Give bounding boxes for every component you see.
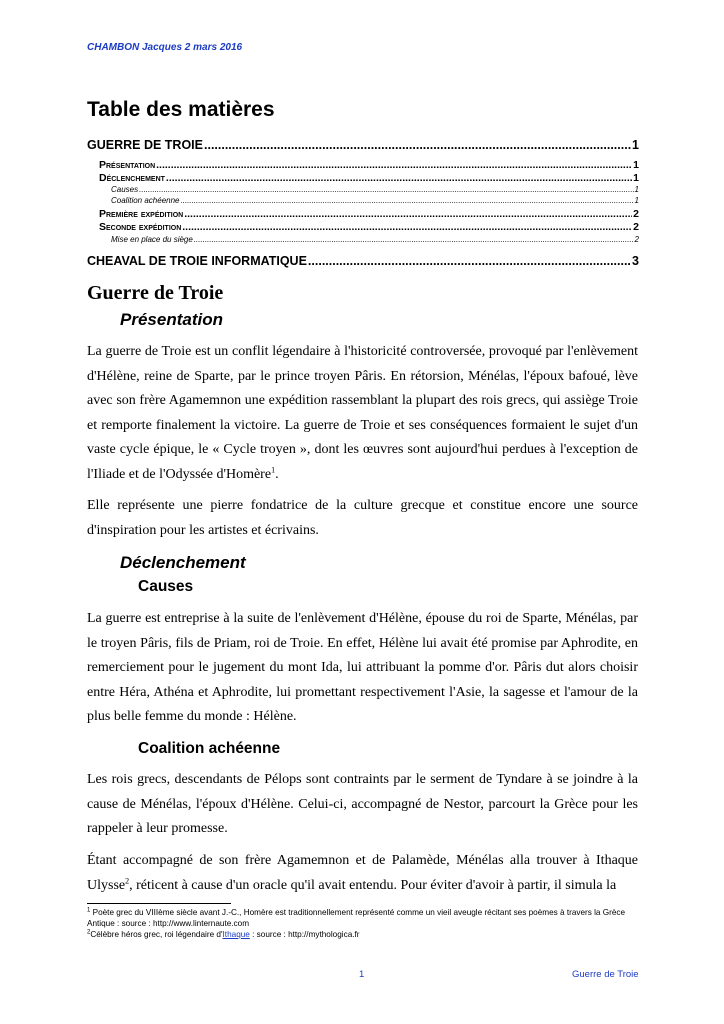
- toc-leader-dots: [166, 172, 632, 184]
- toc-entry-mise-en-place-du-siege[interactable]: [111, 235, 639, 244]
- toc-entry-cheaval-de-troie[interactable]: [87, 254, 639, 268]
- document-header: CHAMBON Jacques 2 mars 2016: [87, 42, 243, 53]
- paragraph-coalition-2: Étant accompagné de son frère Agamemnon et de Palamède, Ménélas alla trouver à Ithaque Ulysse$^2$, réticent à cause d'un oracle qu'il avait entendu. Pour éviter d'avoir à partir, il simula la: [87, 853, 638, 893]
- footnote-ref-1[interactable]: 1: [271, 465, 276, 475]
- toc-page-number: 2: [634, 235, 639, 244]
- toc-entry-premiere-expedition[interactable]: [99, 208, 639, 220]
- toc-leader-dots: [181, 196, 634, 205]
- toc-page-number: 2: [633, 221, 639, 233]
- toc-entry-label: GUERRE DE TROIE: [87, 138, 203, 152]
- toc-page-number: 1: [634, 185, 639, 194]
- toc-entry-coalition-acheenne[interactable]: [111, 196, 639, 205]
- toc-page-number: 1: [633, 172, 639, 184]
- toc-entry-label: Causes: [111, 185, 139, 194]
- toc-title: Table des matières: [87, 98, 275, 121]
- heading-coalition-acheenne: Coalition achéenne: [138, 740, 281, 757]
- toc-page-number: 1: [634, 196, 639, 205]
- toc-leader-dots: [184, 208, 632, 220]
- paragraph-presentation-1: La guerre de Troie est un conflit légendaire à l'historicité controversée, provoqué par l'enlèvement d'Hélène, reine de Sparte, par le prince troyen Pâris. En rétorsion, Ménélas, l'époux bafoué, lève avec son frère Agamemnon une expédition rassemblant la plupart des rois grecs, qui assiège Troie et remporte finalement la victoire. La guerre de Troie et ses conséquences formaient le sujet d'un vaste cycle épique, le « Cycle troyen », dont les œuvres sont aujourd'hui perdues à l'exception de l'Iliade et de l'Odyssée d'Homère$^1$.: [87, 344, 638, 482]
- toc-entry-label: Seconde expédition: [99, 221, 182, 233]
- toc-entry-label: Mise en place du siège: [111, 235, 193, 244]
- toc-entry-presentation[interactable]: [99, 159, 639, 171]
- paragraph-causes: La guerre est entreprise à la suite de l'enlèvement d'Hélène, épouse du roi de Sparte, Ménélas, par le troyen Pâris, fils de Priam, roi de Troie. En effet, Hélène lui avait été promise par Aphrodite, en remerciement pour le jugement du mont Ida, lui attribuant la pomme d'or. Pâris dut alors choisir entre Héra, Athéna et Aphrodite, lui promettant respectivement l'Asie, la sagesse et l'amour de la plus belle femme du monde : Hélène.: [87, 611, 638, 725]
- toc-leader-dots: [156, 159, 632, 171]
- heading-declenchement: Déclenchement: [120, 553, 246, 572]
- toc-page-number: 2: [633, 208, 639, 220]
- toc-entry-label: Déclenchement: [99, 172, 165, 184]
- paragraph-presentation-2: Elle représente une pierre fondatrice de la culture grecque et constitue encore une source d'inspiration pour les artistes et écrivains.: [87, 498, 638, 538]
- toc-leader-dots: [182, 221, 632, 233]
- footnote-2: $^2$Célèbre héros grec, roi légendaire d'Ithaque : source : http://mythologica.fr: [87, 929, 360, 939]
- heading-guerre-de-troie: Guerre de Troie: [87, 282, 224, 304]
- toc-leader-dots: [194, 235, 634, 244]
- toc-entry-declenchement[interactable]: [99, 172, 639, 184]
- toc-leader-dots: [204, 138, 631, 152]
- paragraph-coalition-1: Les rois grecs, descendants de Pélops sont contraints par le serment de Tyndare à se joindre à la cause de Ménélas, l'époux d'Hélène. Celui-ci, accompagné de Nestor, parcourt la Grèce pour les rappeler à leur promesse.: [87, 772, 638, 837]
- toc-entry-label: Coalition achéenne: [111, 196, 180, 205]
- toc-entry-causes[interactable]: [111, 185, 639, 194]
- heading-presentation: Présentation: [120, 310, 223, 329]
- page-number: 1: [359, 969, 365, 980]
- toc-entry-label: Présentation: [99, 159, 156, 171]
- toc-page-number: 1: [633, 159, 639, 171]
- footnote-ref-2[interactable]: 2: [125, 875, 130, 885]
- toc-entry-guerre-de-troie[interactable]: [87, 138, 639, 152]
- toc-leader-dots: [308, 254, 631, 268]
- footnote-1: $^1$ Poète grec du VIIIème siècle avant J.-C., Homère est traditionnellement représenté comme un vieil aveugle récitant ses poèmes à travers la Grèce Antique : source : http://www.linternaute.com: [87, 907, 626, 928]
- heading-causes: Causes: [138, 578, 194, 595]
- toc-entry-label: CHEAVAL DE TROIE INFORMATIQUE: [87, 254, 307, 268]
- footnote-separator: [87, 903, 231, 904]
- toc-page-number: 3: [632, 254, 639, 268]
- toc-entry-seconde-expedition[interactable]: [99, 221, 639, 233]
- toc-entry-label: Première expédition: [99, 208, 184, 220]
- ithaque-link[interactable]: Ithaque: [222, 930, 250, 939]
- toc-leader-dots: [139, 185, 633, 194]
- footer-title: Guerre de Troie: [572, 969, 639, 980]
- toc-page-number: 1: [632, 138, 639, 152]
